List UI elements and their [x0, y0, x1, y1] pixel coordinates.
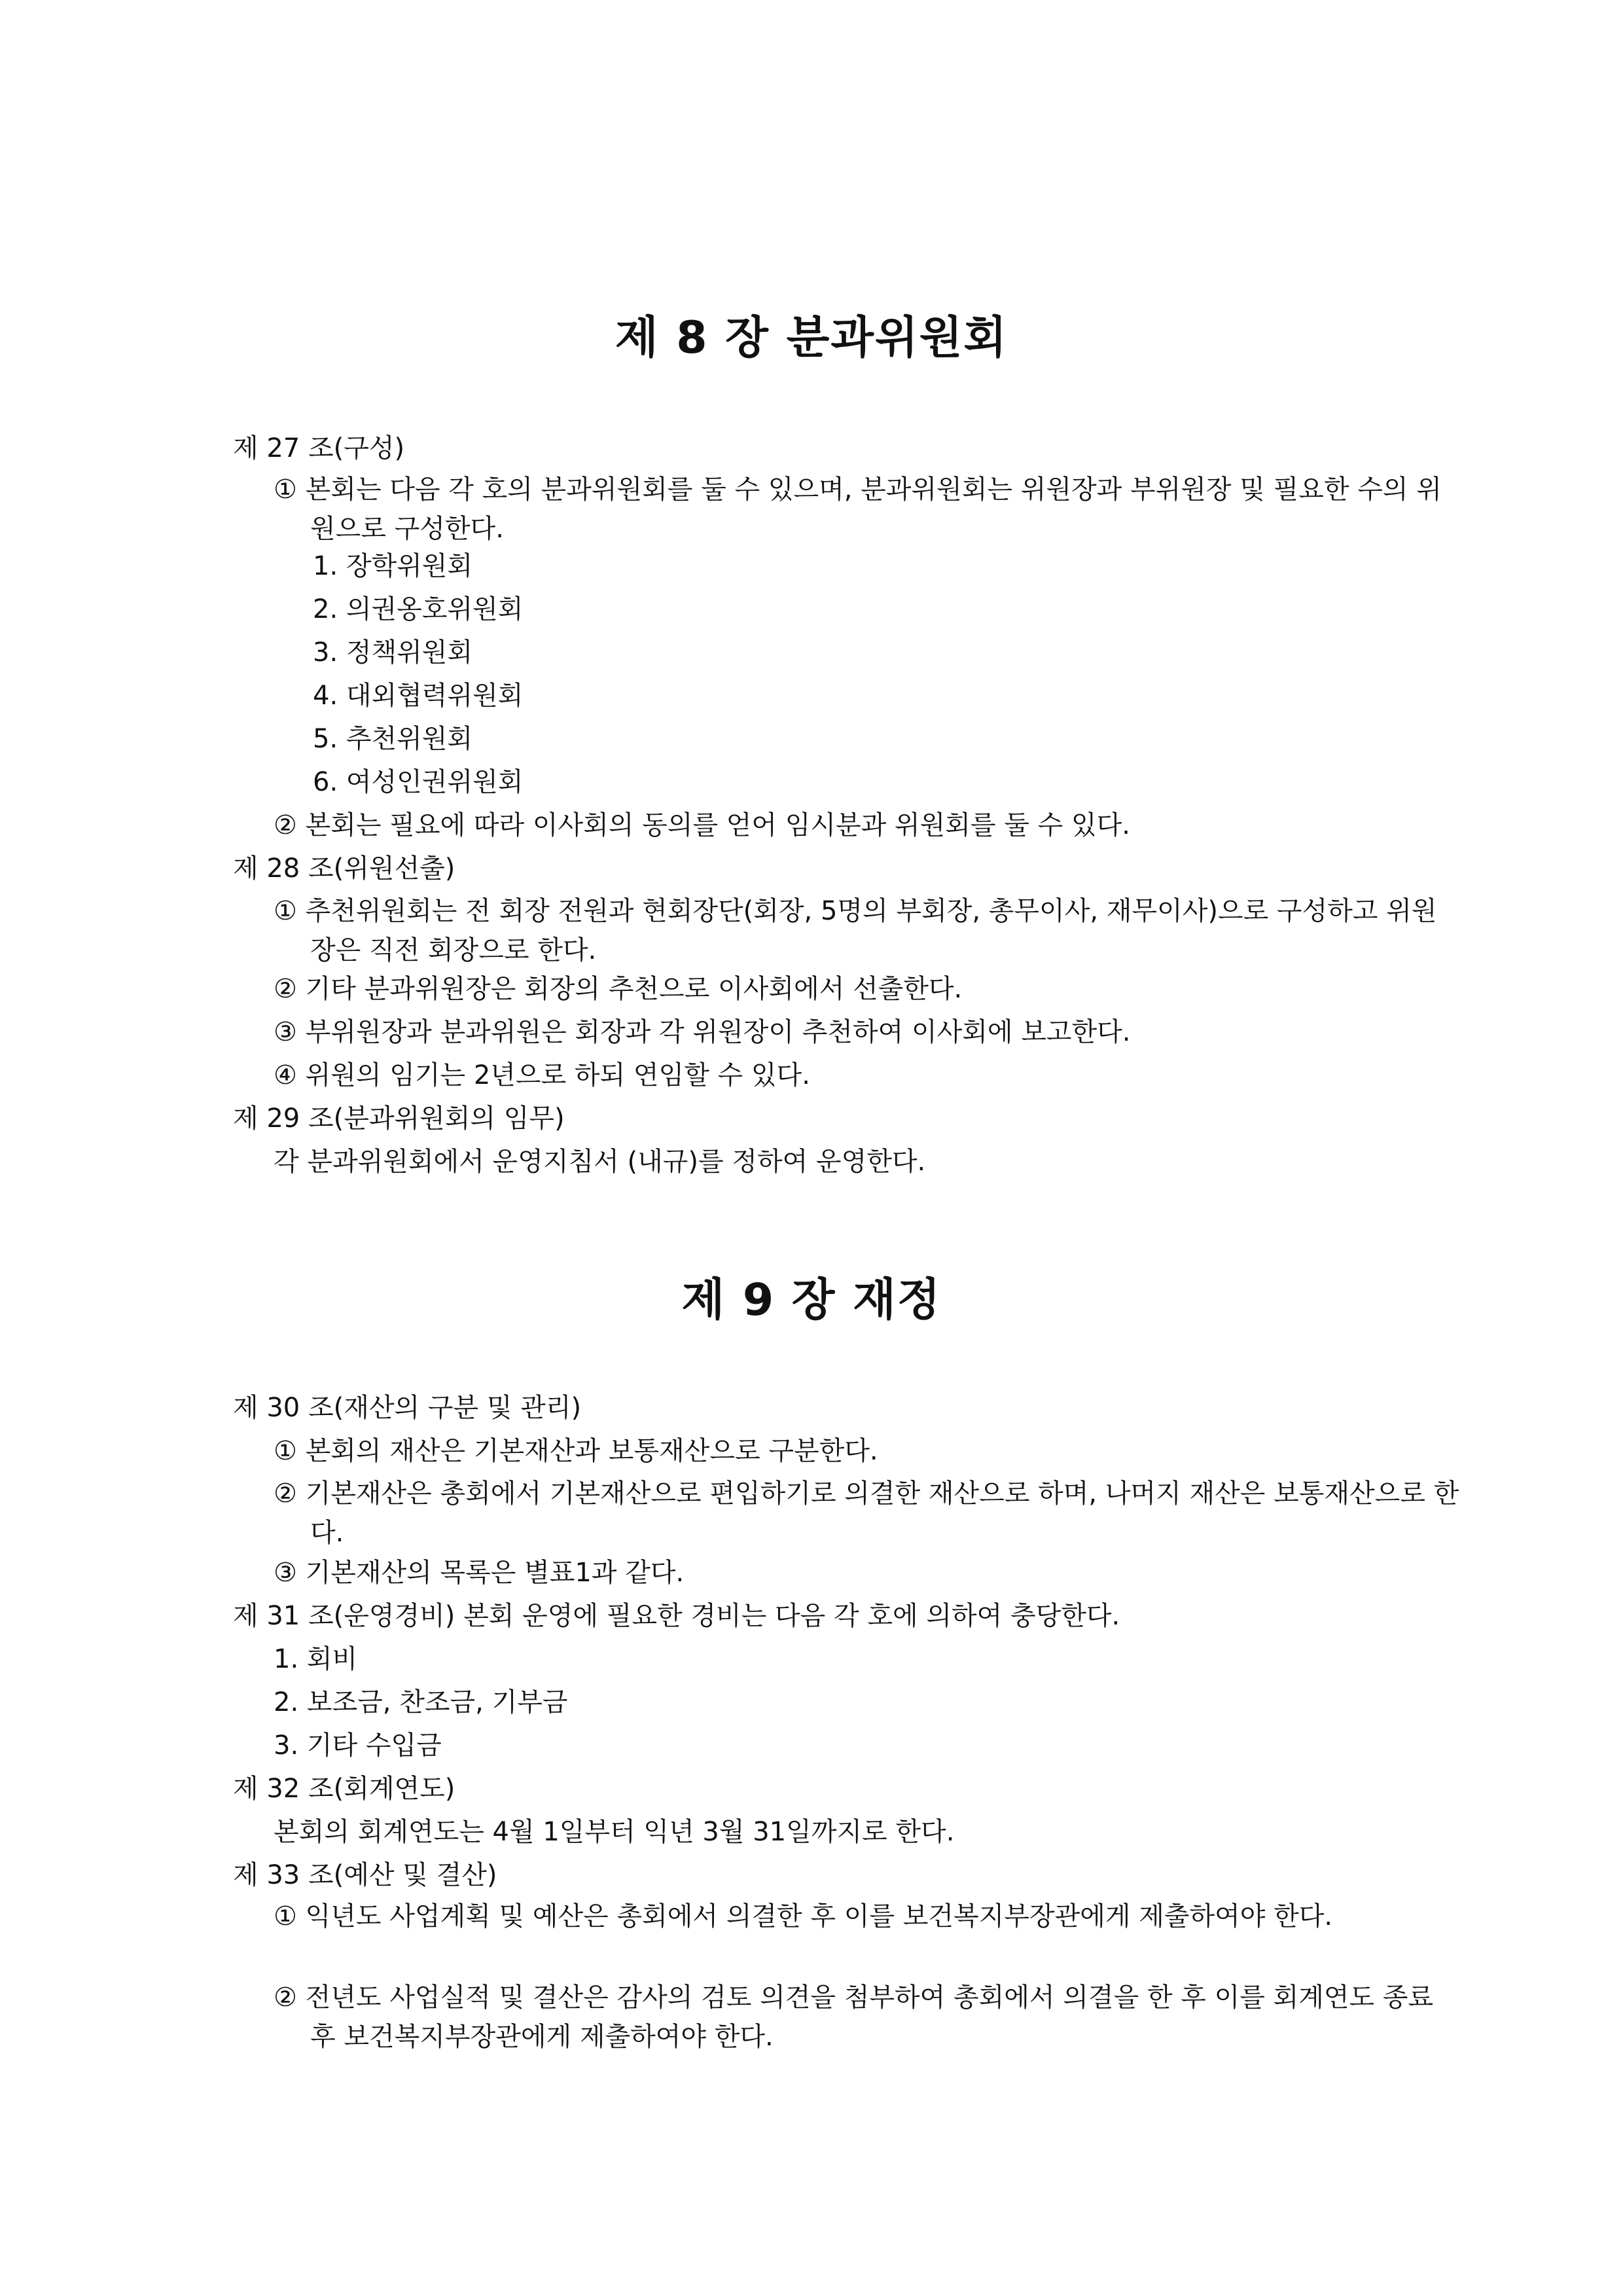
article-31-item-1: 1. 회비: [274, 1644, 358, 1674]
article-27-paragraph-2: ② 본회는 필요에 따라 이사회의 동의를 얻어 임시분과 위원회를 둘 수 있다.: [274, 810, 1130, 840]
article-27-item-6: 6. 여성인권위원회: [313, 767, 524, 797]
article-31-item-3: 3. 기타 수입금: [274, 1731, 442, 1761]
article-32-heading: 제 32 조(회계연도): [233, 1774, 455, 1804]
article-31-item-2: 2. 보조금, 찬조금, 기부금: [274, 1687, 568, 1717]
article-30-paragraph-2: ② 기본재산은 총회에서 기본재산으로 편입하기로 의결한 재산으로 하며, 나머지 재산은 보통재산으로 한다.: [274, 1479, 1459, 1548]
chapter-8-title: 제 8 장 분과위원회: [615, 312, 1008, 364]
article-27-item-4: 4. 대외협력위원회: [313, 681, 524, 711]
article-33-paragraph-2: ② 전년도 사업실적 및 결산은 감사의 검토 의견을 첨부하여 총회에서 의결을 한 후 이를 회계연도 종료 후 보건복지부장관에게 제출하여야 한다.: [274, 1982, 1434, 2052]
article-32-body: 본회의 회계연도는 4월 1일부터 익년 3월 31일까지로 한다.: [274, 1817, 955, 1847]
article-30-paragraph-3: ③ 기본재산의 목록은 별표1과 같다.: [274, 1558, 685, 1588]
article-33-paragraph-1: ① 익년도 사업계획 및 예산은 총회에서 의결한 후 이를 보건복지부장관에게 제출하여야 한다.: [274, 1901, 1333, 1931]
article-29-body: 각 분과위원회에서 운영지침서 (내규)를 정하여 운영한다.: [274, 1147, 926, 1177]
article-28-paragraph-1: ① 추천위원회는 전 회장 전원과 현회장단(회장, 5명의 부회장, 총무이사, 재무이사)으로 구성하고 위원장은 직전 회장으로 한다.: [274, 896, 1437, 965]
chapter-9-title: 제 9 장 재정: [681, 1274, 942, 1326]
article-28-heading: 제 28 조(위원선출): [233, 853, 455, 884]
article-33-heading: 제 33 조(예산 및 결산): [233, 1860, 497, 1890]
article-30-heading: 제 30 조(재산의 구분 및 관리): [233, 1393, 582, 1423]
article-27-heading: 제 27 조(구성): [233, 433, 405, 463]
article-30-paragraph-1: ① 본회의 재산은 기본재산과 보통재산으로 구분한다.: [274, 1436, 878, 1466]
article-28-paragraph-2: ② 기타 분과위원장은 회장의 추천으로 이사회에서 선출한다.: [274, 974, 963, 1004]
article-27-item-1: 1. 장학위원회: [313, 551, 473, 581]
article-27-item-5: 5. 추천위원회: [313, 724, 473, 754]
article-29-heading: 제 29 조(분과위원회의 임무): [233, 1103, 565, 1134]
article-28-paragraph-3: ③ 부위원장과 분과위원은 회장과 각 위원장이 추천하여 이사회에 보고한다.: [274, 1017, 1131, 1047]
article-27-item-2: 2. 의권옹호위원회: [313, 594, 524, 624]
article-27-paragraph-1: ① 본회는 다음 각 호의 분과위원회를 둘 수 있으며, 분과위원회는 위원장과 부위원장 및 필요한 수의 위원으로 구성한다.: [274, 475, 1442, 544]
article-28-paragraph-4: ④ 위원의 임기는 2년으로 하되 연임할 수 있다.: [274, 1060, 810, 1090]
article-27-item-3: 3. 정책위원회: [313, 637, 473, 668]
article-31-heading: 제 31 조(운영경비) 본회 운영에 필요한 경비는 다음 각 호에 의하여 충당한다.: [233, 1601, 1120, 1631]
